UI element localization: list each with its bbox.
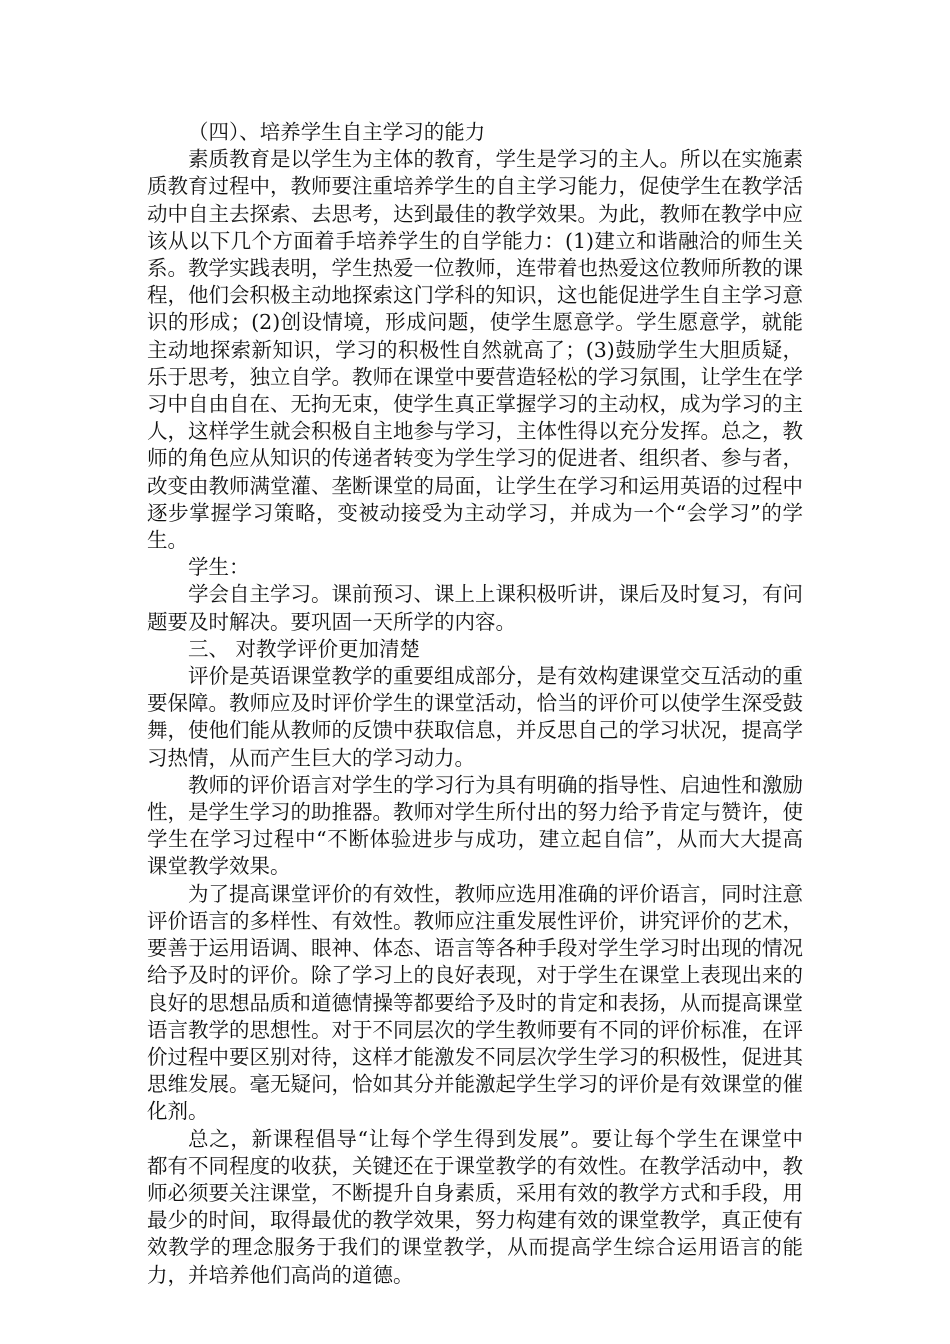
paragraph-evaluation-effectiveness: 为了提高课堂评价的有效性，教师应选用准确的评价语言，同时注意评价语言的多样性、有效性。教师应注重发展性评价，讲究评价的艺术，要善于运用语调、眼神、体态、语言等各种手段对学生学习时出现的情况给予及时的评价。除了学习上的良好表现，对于学生在课堂上表现出来的良好的思想品质和道德情操等都要给予及时的肯定和表扬，从而提高课堂语言教学的思想性。对于不同层次的学生教师要有不同的评价标准，在评价过程中要区别对待，这样才能激发不同层次学生学习的积极性，促进其思维发展。毫无疑问，恰如其分并能激起学生学习的评价是有效课堂的催化剂。 [147, 881, 803, 1124]
paragraph-evaluation-importance: 评价是英语课堂教学的重要组成部分，是有效构建课堂交互活动的重要保障。教师应及时评价学生的课堂活动，恰当的评价可以使学生深受鼓舞，使他们能从教师的反馈中获取信息，并反思自己的学习状况，提高学习热情，从而产生巨大的学习动力。 [147, 664, 803, 770]
paragraph-evaluation-language: 教师的评价语言对学生的学习行为具有明确的指导性、启迪性和激励性，是学生学习的助推器。教师对学生所付出的努力给予肯定与赞许，使学生在学习过程中“不断体验进步与成功，建立起自信”，从而大大提高课堂教学效果。 [147, 772, 803, 879]
paragraph-student-advice: 学会自主学习。课前预习、课上上课积极听讲，课后及时复习，有问题要及时解决。要巩固一天所学的内容。 [147, 582, 803, 634]
document-body [147, 119, 803, 1289]
section-heading-evaluation: 三、 对教学评价更加清楚 [188, 636, 421, 661]
paragraph-autonomous-learning: 素质教育是以学生为主体的教育，学生是学习的主人。所以在实施素质教育过程中，教师要注重培养学生的自主学习能力，促使学生在教学活动中自主去探索、去思考，达到最佳的教学效果。为此，教师在教学中应该从以下几个方面着手培养学生的自学能力：(1)建立和谐融洽的师生关系。教学实践表明，学生热爱一位教师，连带着也热爱这位教师所教的课程，他们会积极主动地探索这门学科的知识，这也能促进学生自主学习意识的形成；(2)创设情境，形成问题，使学生愿意学。学生愿意学，就能主动地探索新知识，学习的积极性自然就高了；(3)鼓励学生大胆质疑，乐于思考，独立自学。教师在课堂中要营造轻松的学习氛围，让学生在学习中自由自在、无拘无束，使学生真正掌握学习的主动权，成为学习的主人，这样学生就会积极自主地参与学习，主体性得以充分发挥。总之，教师的角色应从知识的传递者转变为学生学习的促进者、组织者、参与者，改变由教师满堂灌、垄断课堂的局面，让学生在学习和运用英语的过程中逐步掌握学习策略，变被动接受为主动学习，并成为一个“会学习”的学生。 [147, 147, 803, 553]
paragraph-conclusion: 总之，新课程倡导“让每个学生得到发展”。要让每个学生在课堂中都有不同程度的收获，关键还在于课堂教学的有效性。在教学活动中，教师必须要关注课堂，不断提升自身素质，采用有效的教学方式和手段，用最少的时间，取得最优的教学效果，努力构建有效的课堂教学，真正使有效教学的理念服务于我们的课堂教学，从而提高学生综合运用语言的能力，并培养他们高尚的道德。 [147, 1126, 803, 1287]
section-heading-cultivate-autonomy: （四）、培养学生自主学习的能力 [188, 120, 486, 144]
paragraph-student-label: 学生： [188, 555, 250, 580]
